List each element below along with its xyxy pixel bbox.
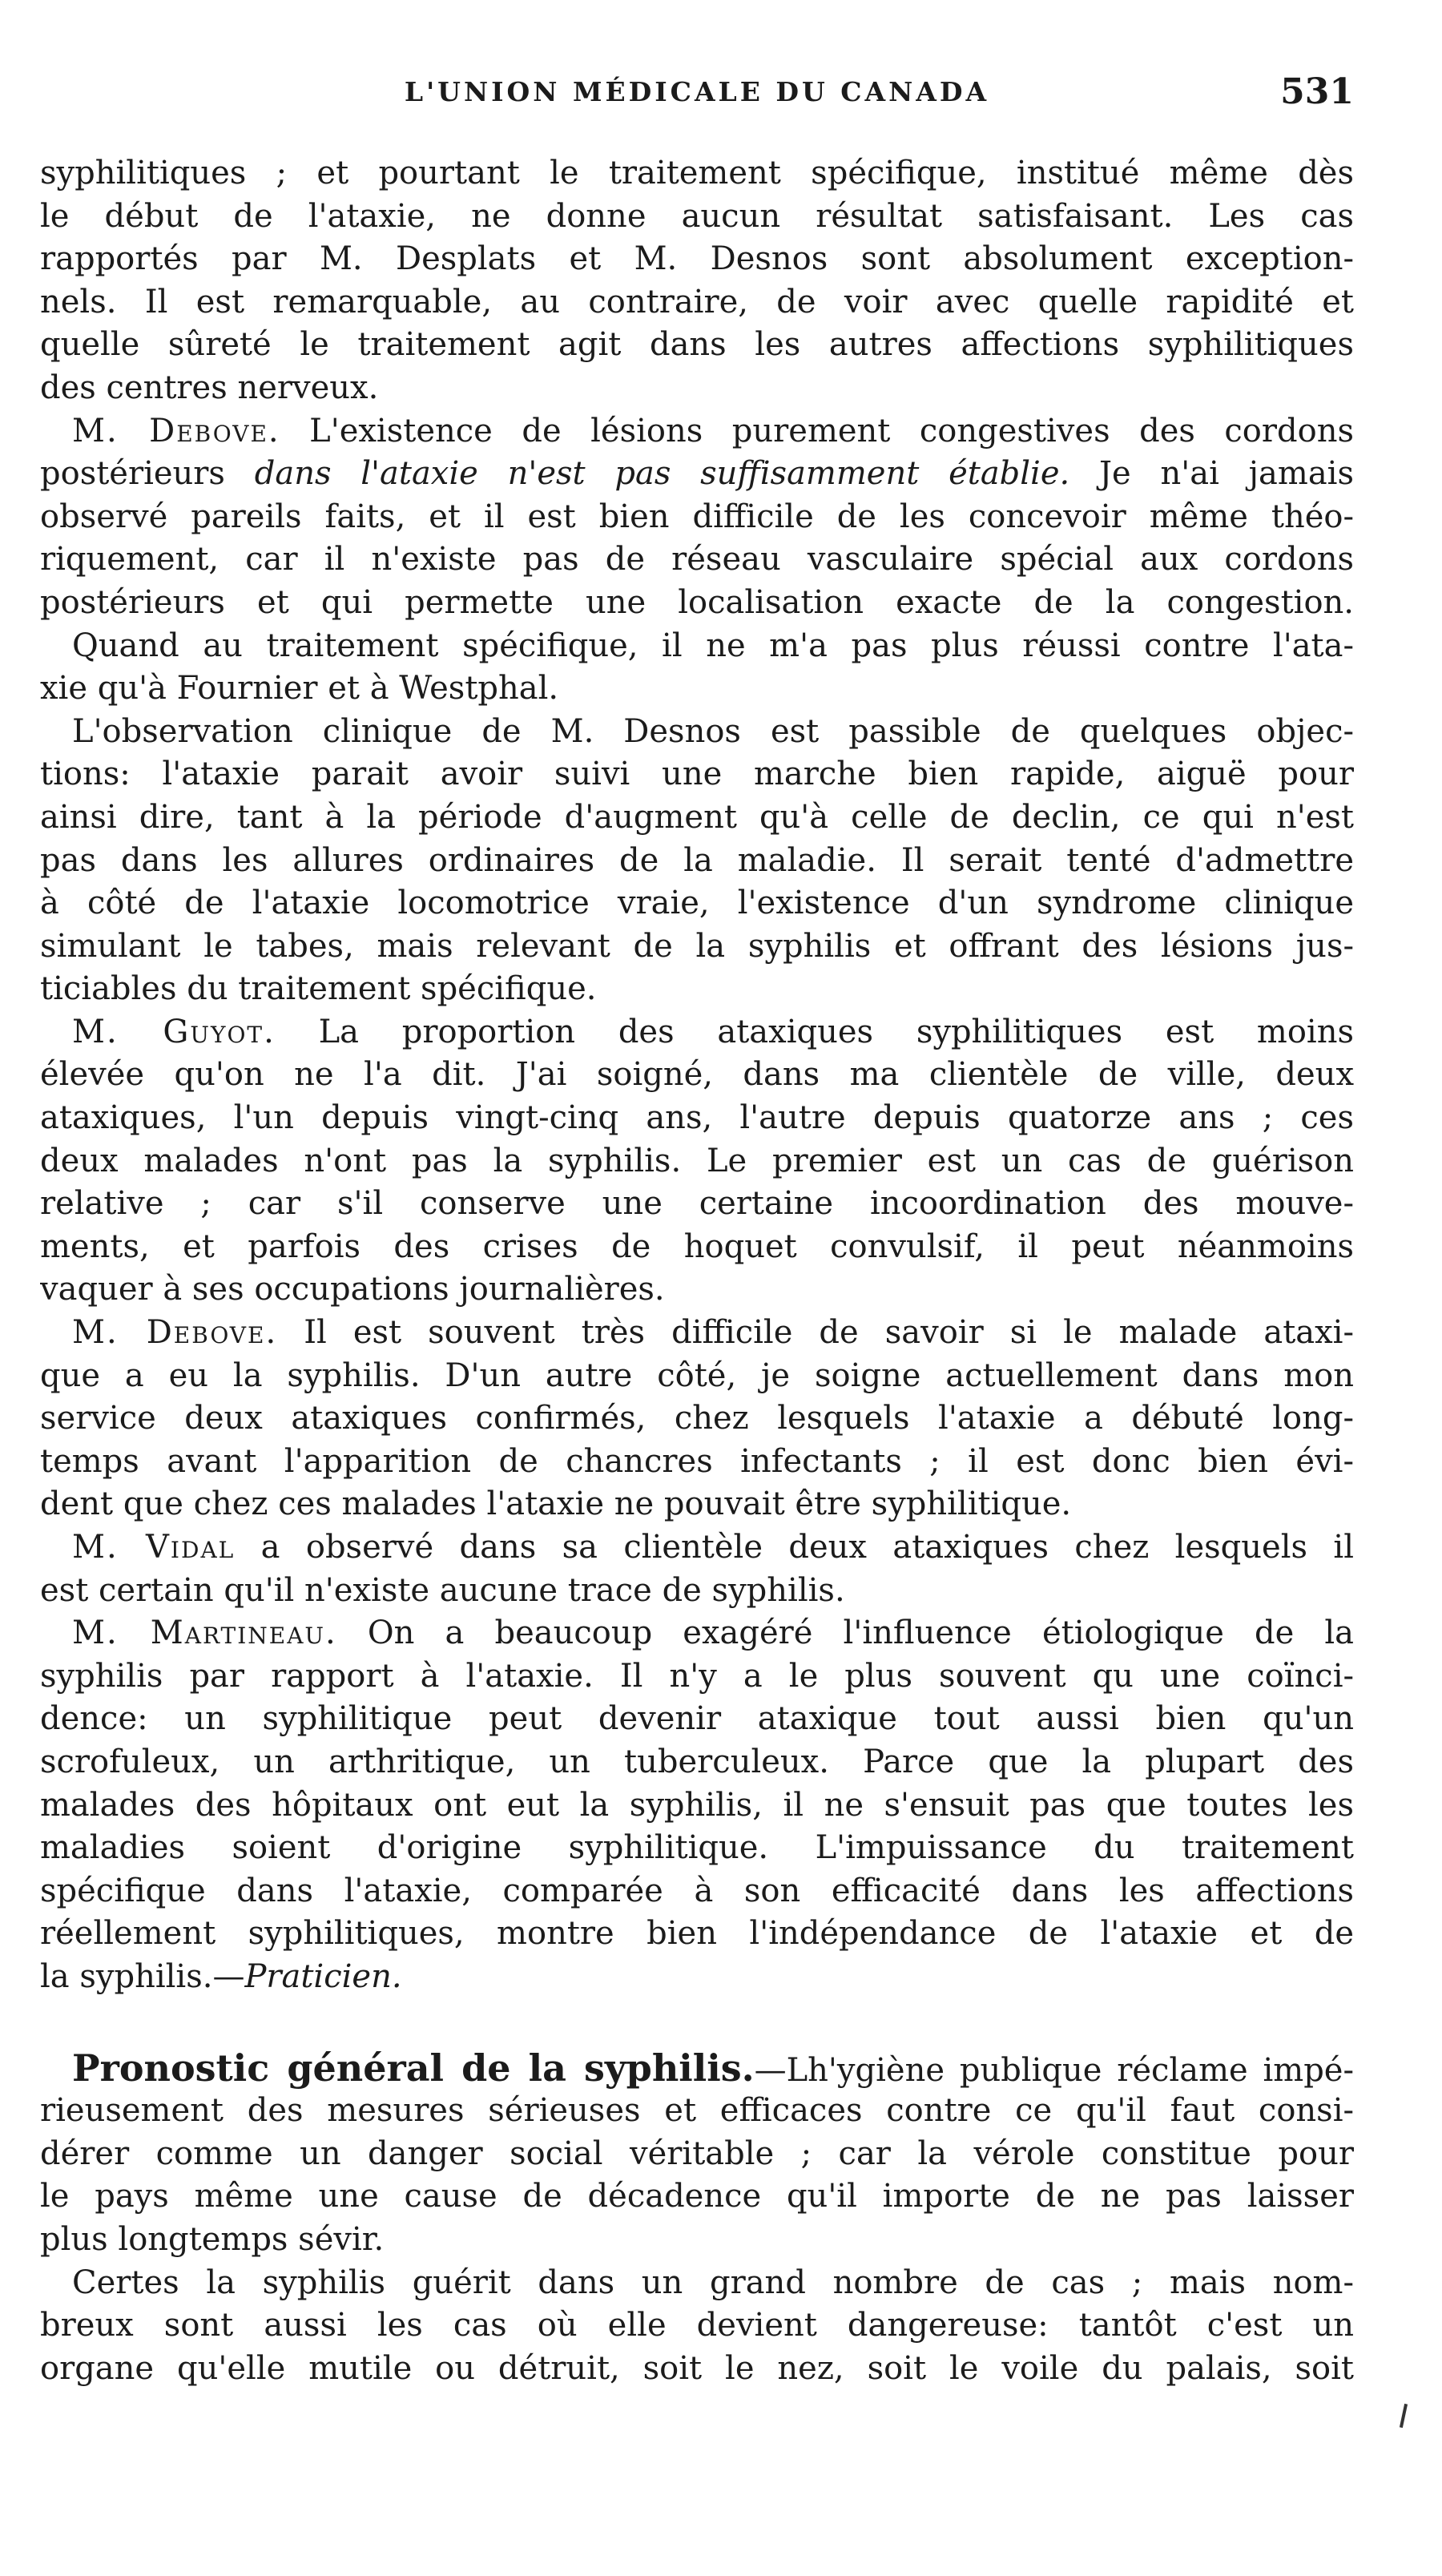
- text-line: pas dans les allures ordinaires de la maladie. Il serait tenté d'admettre: [40, 841, 1354, 879]
- text-line: rieusement des mesures sérieuses et efficaces contre ce qu'il faut consi-: [40, 2092, 1354, 2130]
- text-line: dent que chez ces malades l'ataxie ne pouvait être syphilitique.: [40, 1486, 1072, 1523]
- text-line: spécifique dans l'ataxie, comparée à son efficacité dans les affections: [40, 1872, 1354, 1909]
- text-line: tions: l'ataxie parait avoir suivi une marche bien rapide, aiguë pour: [40, 756, 1354, 793]
- text-line: syphilitiques ; et pourtant le traitement spécifique, institué même dès: [40, 155, 1354, 191]
- text-fragment: L'existence de lésions purement congestives des cordons: [309, 412, 1354, 449]
- paragraph-debove-1: [40, 410, 1354, 711]
- text-fragment: —Lh'ygiène publique réclame impé-: [754, 2051, 1354, 2089]
- text-line: à côté de l'ataxie locomotrice vraie, l'existence d'un syndrome clinique: [40, 885, 1354, 922]
- text-line: [40, 1612, 1354, 1655]
- text-line: breux sont aussi les cas où elle devient dangereuse: tantôt c'est un: [40, 2307, 1354, 2344]
- text-line: [40, 410, 1354, 454]
- section-gap: [40, 1999, 1354, 2047]
- text-line: postérieurs dans l'ataxie n'est pas suffisamment établie. Je n'ai jamais: [40, 455, 1354, 493]
- paragraph-syphilitiques: [40, 152, 1354, 410]
- text-line: vaquer à ses occupations journalières.: [40, 1271, 665, 1308]
- text-line: scrofuleux, un arthritique, un tuberculeux. Parce que la plupart des: [40, 1743, 1354, 1780]
- text-line: observé pareils faits, et il est bien difficile de les concevoir même théo-: [40, 498, 1354, 535]
- text-line: [40, 2047, 1354, 2090]
- text-line: Certes la syphilis guérit dans un grand nombre de cas ; mais nom-: [72, 2264, 1354, 2301]
- text-line: que a eu la syphilis. D'un autre côté, je soigne actuellement dans mon: [40, 1357, 1354, 1394]
- text-fragment: Il est souvent très difficile de savoir si le malade ataxi-: [304, 1314, 1354, 1352]
- text-line: [40, 1312, 1354, 1355]
- speaker-name: M. Guyot.: [72, 1013, 276, 1050]
- text-fragment: la syphilis.—: [40, 1957, 245, 1995]
- text-line: dence: un syphilitique peut devenir ataxique tout aussi bien qu'un: [40, 1700, 1354, 1738]
- journal-title: L'UNION MÉDICALE DU CANADA: [404, 76, 990, 107]
- text-line: service deux ataxiques confirmés, chez lesquels l'ataxie a débuté long-: [40, 1400, 1354, 1437]
- text-line: dérer comme un danger social véritable ; car la vérole constitue pour: [40, 2135, 1354, 2172]
- text-line: des centres nerveux.: [40, 369, 379, 406]
- text-line: quelle sûreté le traitement agit dans les autres affections syphilitiques: [40, 326, 1354, 364]
- text-line: ainsi dire, tant à la période d'augment qu'à celle de declin, ce qui n'est: [40, 798, 1354, 836]
- text-line: organe qu'elle mutile ou détruit, soit le nez, soit le voile du palais, soit: [40, 2349, 1354, 2387]
- text-line: maladies soient d'origine syphilitique. L'impuissance du traitement: [40, 1829, 1354, 1867]
- text-line: ments, et parfois des crises de hoquet convulsif, il peut néanmoins: [40, 1228, 1354, 1265]
- article-body: [40, 152, 1354, 2390]
- text-line: nels. Il est remarquable, au contraire, de voir avec quelle rapidité et: [40, 283, 1354, 320]
- text-fragment: a observé dans sa clientèle deux ataxiques chez lesquels il: [260, 1529, 1354, 1566]
- text-line: ticiables du traitement spécifique.: [40, 970, 597, 1008]
- text-line: le pays même une cause de décadence qu'il importe de ne pas laisser: [40, 2178, 1354, 2215]
- speaker-name: M. Debove.: [72, 412, 280, 449]
- text-line: postérieurs et qui permette une localisation exacte de la congestion.: [40, 583, 1354, 621]
- source-citation: Praticien.: [244, 1957, 402, 1995]
- text-line: Quand au traitement spécifique, il ne m'a pas plus réussi contre l'ata-: [72, 627, 1354, 664]
- section-pronostic: [40, 2047, 1354, 2262]
- text-line: le début de l'ataxie, ne donne aucun résultat satisfaisant. Les cas: [40, 197, 1354, 235]
- page-number: 531: [1280, 71, 1354, 112]
- paragraph-debove-2: [40, 1312, 1354, 1526]
- text-line: temps avant l'apparition de chancres infectants ; il est donc bien évi-: [40, 1442, 1354, 1480]
- text-line: plus longtemps sévir.: [40, 2220, 385, 2258]
- text-line: deux malades n'ont pas la syphilis. Le premier est un cas de guérison: [40, 1142, 1354, 1179]
- speaker-name: M. Martineau.: [72, 1615, 337, 1652]
- text-line: rapportés par M. Desplats et M. Desnos sont absolument exception-: [40, 240, 1354, 278]
- text-line: malades des hôpitaux ont eut la syphilis, il ne s'ensuit pas que toutes les: [40, 1786, 1354, 1824]
- speaker-name: M. Vidal: [72, 1529, 236, 1566]
- text-line: élevée qu'on ne l'a dit. J'ai soigné, dans ma clientèle de ville, deux: [40, 1056, 1354, 1094]
- text-line: L'observation clinique de M. Desnos est passible de quelques objec-: [72, 712, 1354, 750]
- paragraph-observation: [40, 711, 1354, 1011]
- speaker-name: M. Debove.: [72, 1314, 278, 1352]
- paragraph-vidal: [40, 1526, 1354, 1612]
- text-line: est certain qu'il n'existe aucune trace de syphilis.: [40, 1571, 845, 1609]
- emphasis-text: dans l'ataxie n'est pas suffisamment établie.: [254, 455, 1070, 493]
- page: [40, 0, 1354, 2576]
- paragraph-guyot: [40, 1011, 1354, 1312]
- paragraph-certes: [40, 2262, 1354, 2391]
- text-line: xie qu'à Fournier et à Westphal.: [40, 670, 559, 707]
- text-line: simulant le tabes, mais relevant de la syphilis et offrant des lésions jus-: [40, 927, 1354, 965]
- text-line: ataxiques, l'un depuis vingt-cinq ans, l'autre depuis quatorze ans ; ces: [40, 1099, 1354, 1137]
- text-line: [40, 1011, 1354, 1054]
- text-line: [40, 1956, 1354, 1999]
- text-line: réellement syphilitiques, montre bien l'indépendance de l'ataxie et de: [40, 1915, 1354, 1953]
- text-line: [40, 1526, 1354, 1570]
- text-fragment: La proportion des ataxiques syphilitiques est moins: [318, 1013, 1354, 1050]
- text-line: relative ; car s'il conserve une certaine incoordination des mouve-: [40, 1185, 1354, 1223]
- margin-mark: [1400, 2404, 1408, 2428]
- text-fragment: On a beaucoup exagéré l'influence étiologique de la: [367, 1615, 1354, 1652]
- text-line: syphilis par rapport à l'ataxie. Il n'y a le plus souvent qu une coïnci-: [40, 1657, 1354, 1695]
- paragraph-martineau: [40, 1612, 1354, 1998]
- text-line: riquement, car il n'existe pas de réseau vasculaire spécial aux cordons: [40, 541, 1354, 578]
- section-title: Pronostic général de la syphilis.: [72, 2046, 755, 2090]
- running-head: [40, 71, 1354, 132]
